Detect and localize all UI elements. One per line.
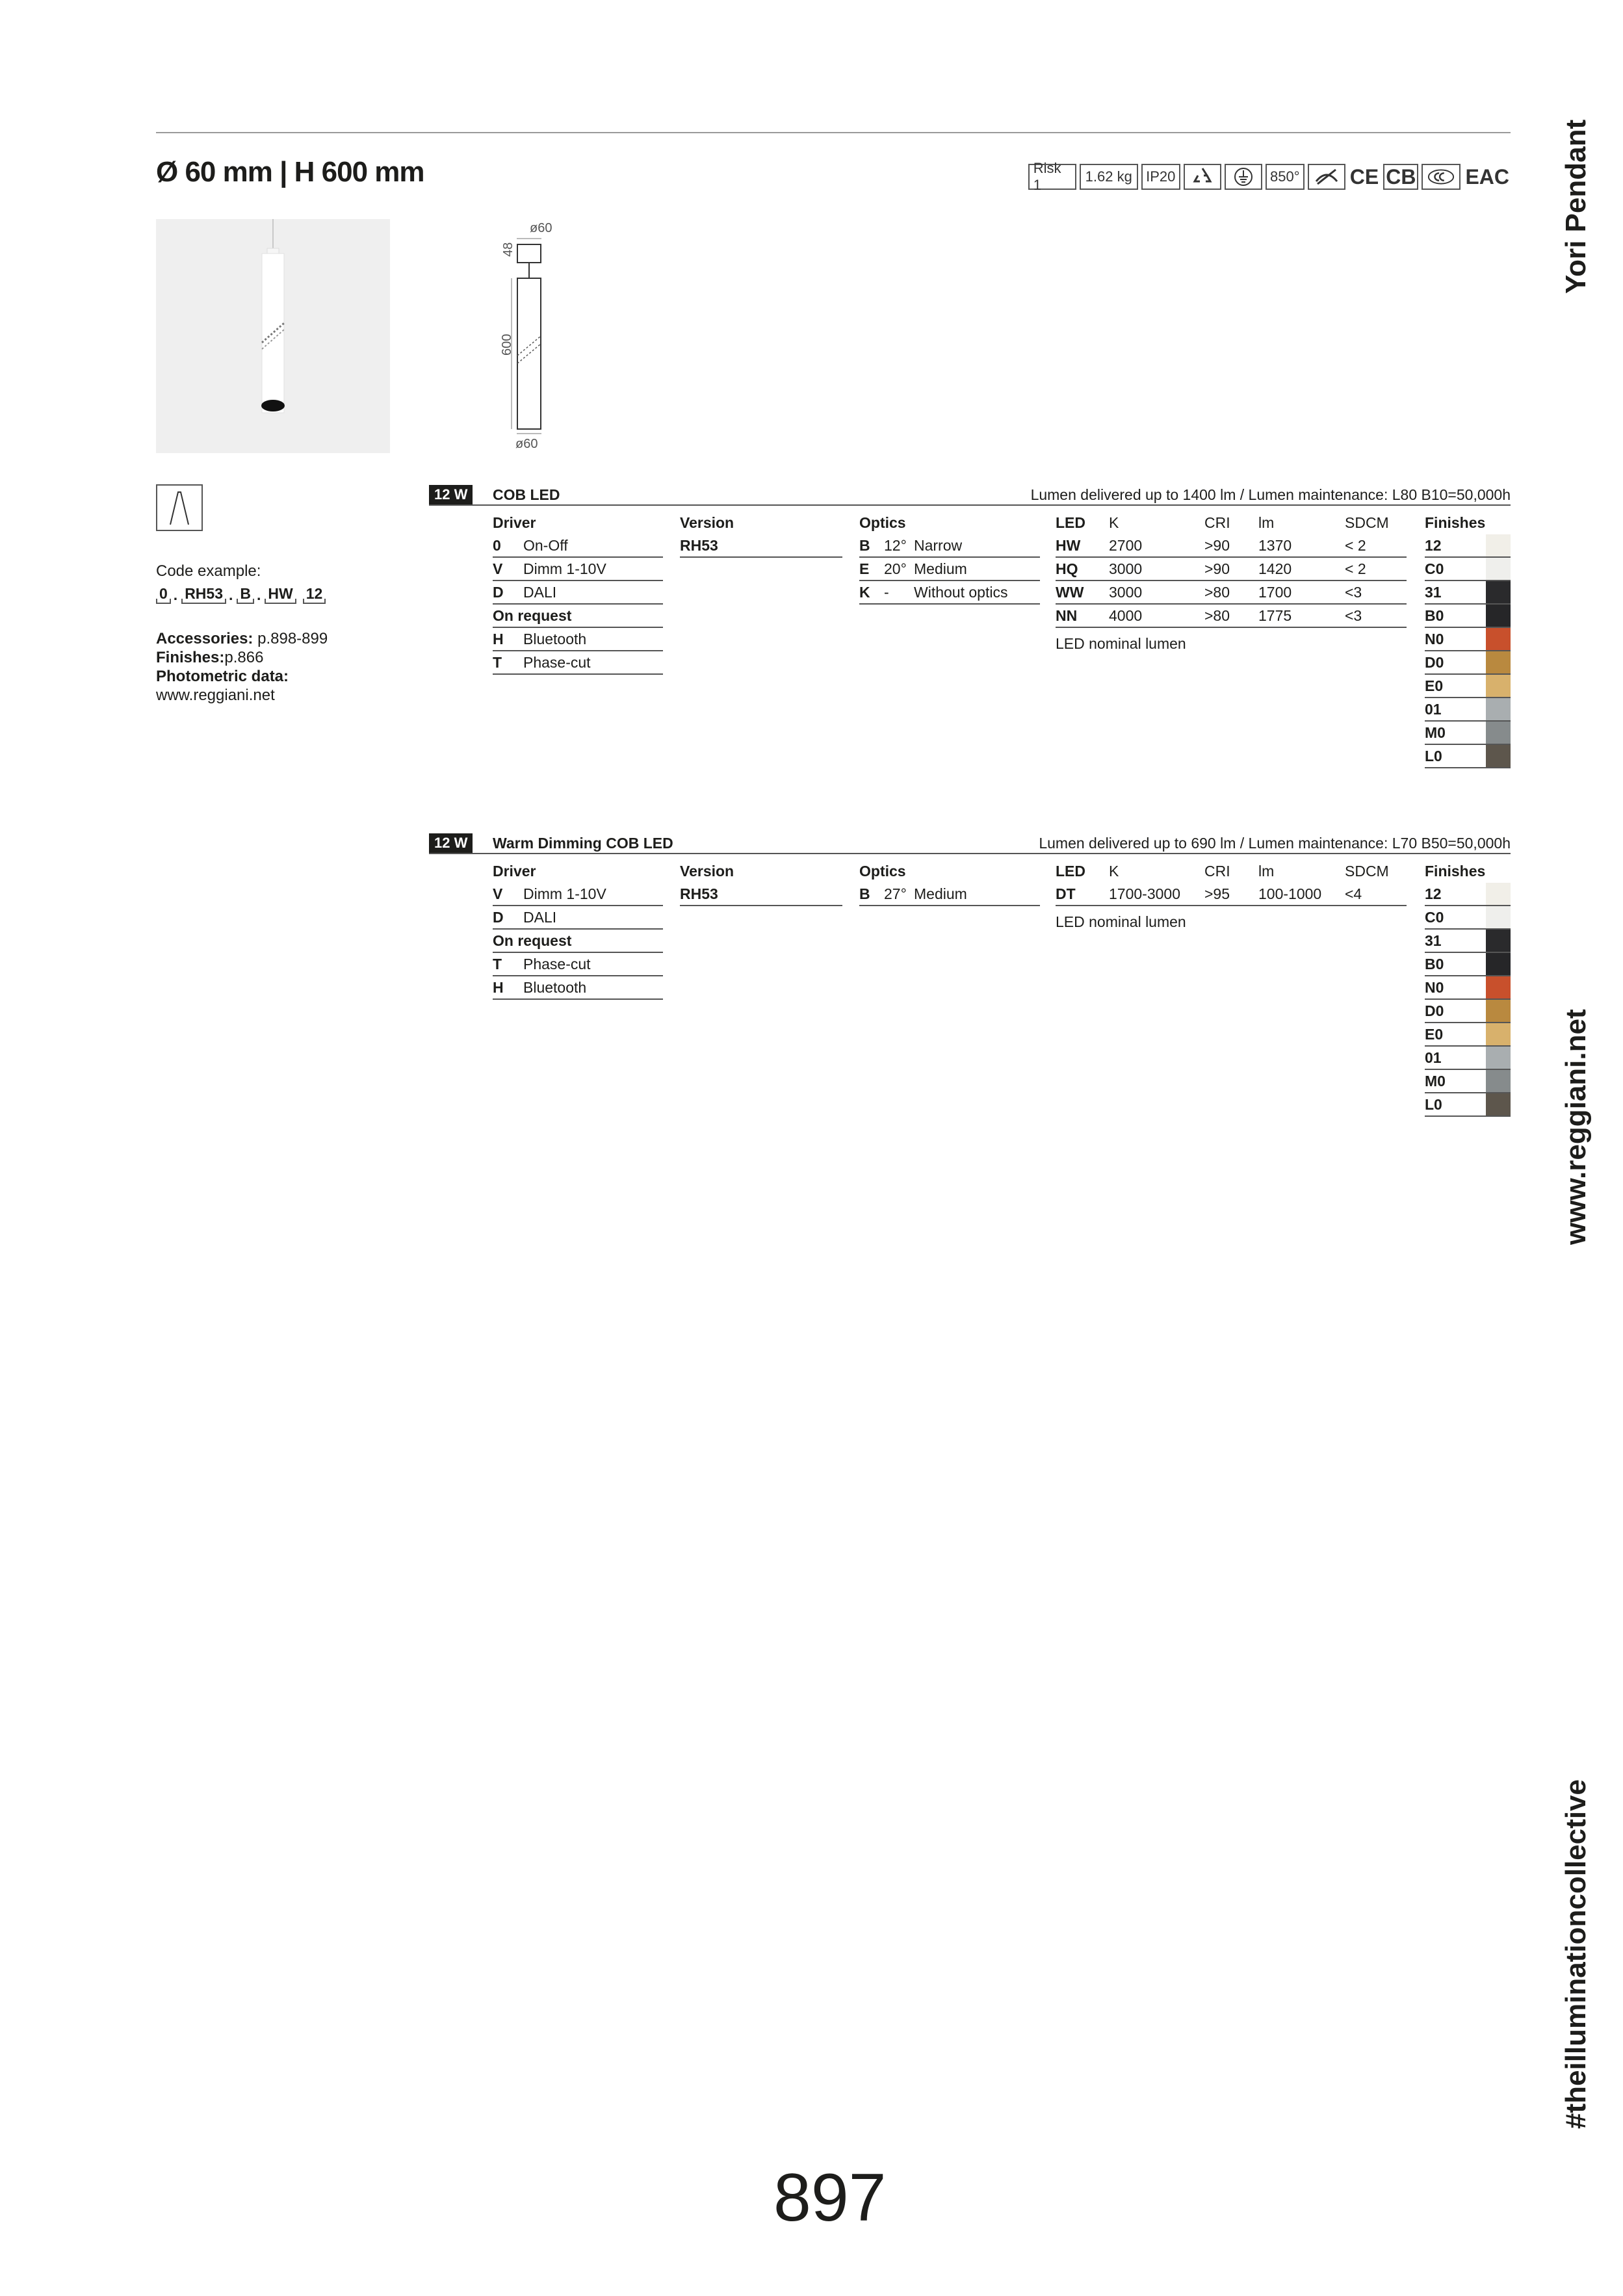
version-column xyxy=(680,859,842,906)
finish-row: C0 xyxy=(1425,906,1511,930)
finish-row: N0 xyxy=(1425,628,1511,651)
ce-mark: CE xyxy=(1349,164,1379,189)
driver-header: Driver xyxy=(493,514,536,531)
led-row: HW 2700 >90 1370 < 2 xyxy=(1056,534,1407,558)
enec-mark xyxy=(1422,164,1461,190)
finish-swatch xyxy=(1486,651,1511,673)
finish-swatch xyxy=(1486,605,1511,627)
finish-swatch xyxy=(1486,953,1511,975)
finish-swatch xyxy=(1486,1047,1511,1069)
optics-row: B 12° Narrow xyxy=(859,534,1040,558)
side-website: www.reggiani.net xyxy=(1560,1009,1592,1245)
photometric-label: Photometric data: xyxy=(156,668,289,685)
finish-row: L0 xyxy=(1425,745,1511,768)
finish-swatch xyxy=(1486,558,1511,580)
finish-swatch xyxy=(1486,1023,1511,1045)
driver-row: V Dimm 1-10V xyxy=(493,883,663,906)
finish-swatch xyxy=(1486,883,1511,905)
dimension-drawing xyxy=(494,219,572,453)
temperature-badge: 850° xyxy=(1266,164,1305,190)
code-segment-led: HW xyxy=(265,585,296,604)
section-warm-dimming-cob-led xyxy=(429,833,1511,1126)
finish-row: B0 xyxy=(1425,605,1511,628)
lumen-info: Lumen delivered up to 1400 lm / Lumen maintenance: L80 B10=50,000h xyxy=(1030,486,1511,503)
code-segment-driver: 0 xyxy=(156,585,171,604)
driver-row: T Phase-cut xyxy=(493,953,663,976)
section-cob-led xyxy=(429,485,1511,777)
code-example-label: Code example: xyxy=(156,562,261,580)
finish-row: 31 xyxy=(1425,930,1511,953)
driver-row: H Bluetooth xyxy=(493,628,663,651)
led-note: LED nominal lumen xyxy=(1056,635,1186,652)
finish-row: E0 xyxy=(1425,675,1511,698)
driver-row: D DALI xyxy=(493,906,663,930)
driver-row: 0 On-Off xyxy=(493,534,663,558)
driver-row: T Phase-cut xyxy=(493,651,663,675)
no-cover-icon xyxy=(1308,164,1345,190)
finish-row: D0 xyxy=(1425,1000,1511,1023)
section-header xyxy=(429,833,1511,854)
finish-swatch xyxy=(1486,745,1511,767)
optics-header: Optics xyxy=(859,863,906,880)
led-row: HQ 3000 >90 1420 < 2 xyxy=(1056,558,1407,581)
finishes-value: p.866 xyxy=(224,649,264,666)
led-table xyxy=(1056,511,1407,655)
page-number: 897 xyxy=(773,2160,887,2236)
finish-swatch xyxy=(1486,1000,1511,1022)
led-row: NN 4000 >80 1775 <3 xyxy=(1056,605,1407,628)
finish-row: N0 xyxy=(1425,976,1511,1000)
section-name: Warm Dimming COB LED xyxy=(493,835,673,852)
driver-row: H Bluetooth xyxy=(493,976,663,1000)
finish-swatch xyxy=(1486,976,1511,998)
finish-row: 12 xyxy=(1425,883,1511,906)
optics-row: E 20° Medium xyxy=(859,558,1040,581)
version-header: Version xyxy=(680,863,734,880)
optics-header: Optics xyxy=(859,514,906,531)
optics-row: B 27° Medium xyxy=(859,883,1040,906)
reference-info xyxy=(156,629,328,705)
driver-column xyxy=(493,511,663,675)
section-header xyxy=(429,485,1511,506)
led-row: WW 3000 >80 1700 <3 xyxy=(1056,581,1407,605)
version-column xyxy=(680,511,842,558)
finish-row: 12 xyxy=(1425,534,1511,558)
finish-swatch xyxy=(1486,628,1511,650)
ip-rating-badge: IP20 xyxy=(1141,164,1180,190)
finishes-header: Finishes xyxy=(1425,863,1486,880)
accessories-label: Accessories: xyxy=(156,630,253,647)
finishes-label: Finishes: xyxy=(156,649,225,666)
finish-row: D0 xyxy=(1425,651,1511,675)
code-segment-version: RH53 xyxy=(181,585,226,604)
finish-row: L0 xyxy=(1425,1093,1511,1117)
section-name: COB LED xyxy=(493,486,560,503)
finishes-header: Finishes xyxy=(1425,514,1486,531)
recycle-icon xyxy=(1184,164,1221,190)
finish-row: C0 xyxy=(1425,558,1511,581)
code-segment-optics: B xyxy=(237,585,254,604)
lumen-info: Lumen delivered up to 690 lm / Lumen maintenance: L70 B50=50,000h xyxy=(1039,835,1511,852)
finish-swatch xyxy=(1486,534,1511,556)
optics-row: K - Without optics xyxy=(859,581,1040,605)
finishes-column xyxy=(1425,859,1511,1117)
optics-column xyxy=(859,511,1040,605)
side-product-name: Yori Pendant xyxy=(1560,119,1592,294)
body-height-label: 600 xyxy=(500,333,514,356)
finish-row: M0 xyxy=(1425,1070,1511,1093)
photometric-link[interactable]: www.reggiani.net xyxy=(156,686,275,704)
bottom-diameter-label: ø60 xyxy=(515,437,538,451)
led-row: DT 1700-3000 >95 100-1000 <4 xyxy=(1056,883,1407,906)
page-title: Ø 60 mm | H 600 mm xyxy=(156,156,424,188)
finish-swatch xyxy=(1486,1070,1511,1092)
led-header-row: LED K CRI lm SDCM xyxy=(1056,863,1389,880)
finish-swatch xyxy=(1486,1093,1511,1115)
lamp-shape-icon xyxy=(156,484,203,531)
accessories-value: p.898-899 xyxy=(257,630,328,647)
finish-row: 31 xyxy=(1425,581,1511,605)
top-rule xyxy=(156,132,1511,133)
finish-swatch xyxy=(1486,581,1511,603)
led-note: LED nominal lumen xyxy=(1056,913,1186,930)
finish-swatch xyxy=(1486,675,1511,697)
finish-row: 01 xyxy=(1425,698,1511,722)
weight-badge: 1.62 kg xyxy=(1080,164,1138,190)
driver-column xyxy=(493,859,663,1000)
finish-row: M0 xyxy=(1425,722,1511,745)
code-segment-finish: 12 xyxy=(303,585,326,604)
version-row: RH53 xyxy=(680,534,842,558)
version-row: RH53 xyxy=(680,883,842,906)
driver-row: V Dimm 1-10V xyxy=(493,558,663,581)
certification-icons xyxy=(1028,160,1511,193)
eac-mark: EAC xyxy=(1465,164,1509,189)
product-photo xyxy=(156,219,390,453)
code-example: 0 . RH53 . B . HW 12 xyxy=(156,585,328,604)
version-header: Version xyxy=(680,514,734,531)
side-hashtag: #theilluminationcollective xyxy=(1560,1779,1592,2129)
on-request-label: On request xyxy=(493,930,663,953)
finish-swatch xyxy=(1486,698,1511,720)
driver-row: D DALI xyxy=(493,581,663,605)
finish-swatch xyxy=(1486,722,1511,744)
finish-row: E0 xyxy=(1425,1023,1511,1047)
top-diameter-label: ø60 xyxy=(530,221,552,235)
on-request-label: On request xyxy=(493,605,663,628)
driver-header: Driver xyxy=(493,863,536,880)
led-table xyxy=(1056,859,1407,933)
finish-swatch xyxy=(1486,906,1511,928)
canopy-height-label: 48 xyxy=(501,242,515,257)
wattage-badge: 12 W xyxy=(429,833,473,853)
cb-mark: CB xyxy=(1383,164,1418,190)
led-header-row: LED K CRI lm SDCM xyxy=(1056,514,1389,531)
earth-icon xyxy=(1225,164,1262,190)
finish-row: B0 xyxy=(1425,953,1511,976)
risk-badge: Risk 1 xyxy=(1028,164,1076,190)
finishes-column xyxy=(1425,511,1511,768)
wattage-badge: 12 W xyxy=(429,485,473,504)
finish-swatch xyxy=(1486,930,1511,952)
optics-column xyxy=(859,859,1040,906)
finish-row: 01 xyxy=(1425,1047,1511,1070)
